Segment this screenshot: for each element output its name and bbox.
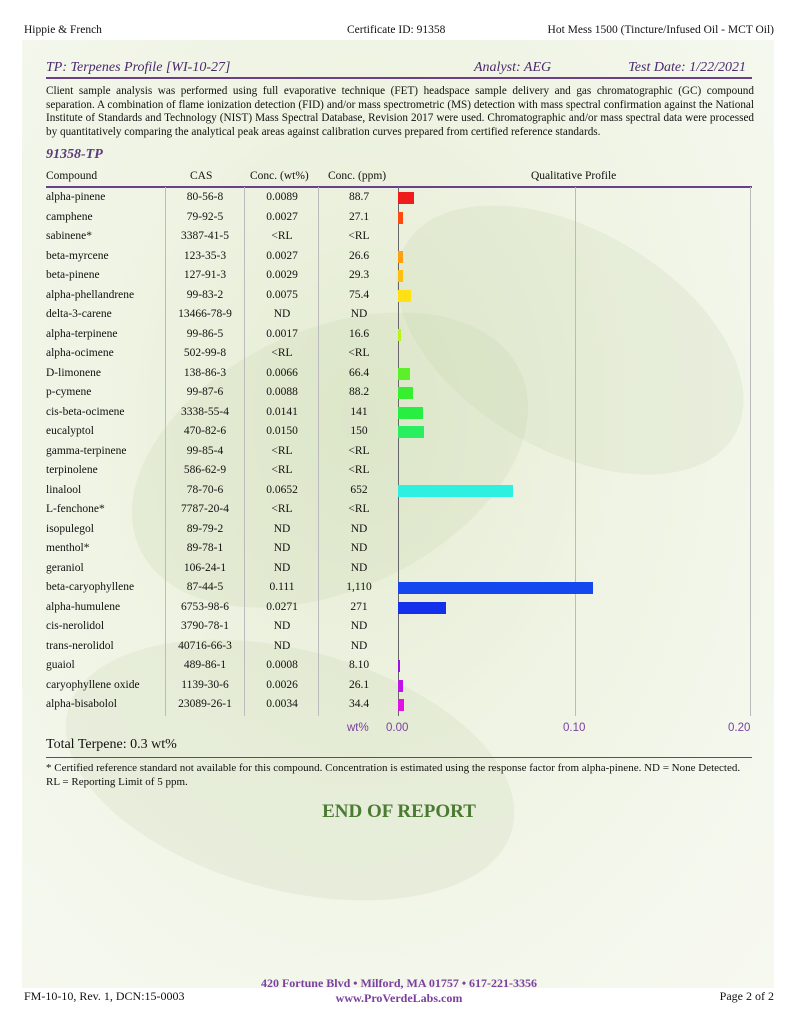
compound-cell: alpha-pinene	[46, 191, 106, 203]
compound-cell: sabinene*	[46, 230, 92, 242]
table-row	[46, 539, 398, 559]
compound-cell: terpinolene	[46, 464, 98, 476]
ppm-cell: 27.1	[348, 210, 370, 223]
cas-cell: 80-56-8	[186, 191, 224, 203]
compound-cell: alpha-humulene	[46, 600, 121, 613]
cas-cell: 3387-41-5	[181, 230, 229, 242]
compound-cell: menthol*	[46, 542, 90, 554]
ppm-cell: ND	[350, 620, 368, 632]
wt-cell: 0.0089	[266, 191, 298, 203]
profile-bar	[398, 212, 403, 224]
profile-bar	[398, 426, 424, 438]
ppm-cell: 88.7	[348, 191, 370, 203]
sample-id: 91358-TP	[46, 147, 103, 162]
table-row	[46, 656, 398, 676]
ppm-cell: <RL	[348, 444, 370, 457]
cas-cell: 99-83-2	[186, 288, 224, 301]
wt-cell: ND	[273, 308, 291, 320]
cas-cell: 6753-98-6	[181, 600, 229, 613]
chart-gridline	[750, 187, 751, 716]
table-row	[46, 422, 398, 442]
lab-website[interactable]: www.ProVerdeLabs.com	[335, 991, 463, 1005]
ppm-cell: 1,110	[346, 581, 372, 593]
profile-bar	[398, 582, 593, 594]
wt-cell: ND	[273, 561, 291, 574]
profile-bar	[398, 290, 411, 302]
cas-cell: 138-86-3	[183, 366, 227, 379]
compound-cell: alpha-bisabolol	[46, 698, 117, 710]
compound-cell: p-cymene	[46, 386, 92, 398]
table-row	[46, 481, 398, 501]
profile-bar	[398, 699, 404, 711]
analyst: Analyst: AEG	[474, 60, 552, 75]
cas-cell: 123-35-3	[183, 249, 227, 262]
profile-bar	[398, 660, 400, 672]
compound-cell: L-fenchone*	[46, 503, 105, 515]
header-ppm: Conc. (ppm)	[328, 170, 387, 182]
ppm-cell: 271	[350, 600, 368, 613]
table-row	[46, 500, 398, 520]
compound-cell: alpha-ocimene	[46, 347, 114, 359]
table-row	[46, 227, 398, 247]
cas-cell: 99-86-5	[186, 327, 224, 340]
cas-cell: 99-85-4	[186, 444, 224, 457]
compound-cell: alpha-phellandrene	[46, 288, 135, 301]
ppm-cell: <RL	[348, 347, 370, 359]
cas-cell: 3790-78-1	[181, 620, 229, 632]
profile-bar	[398, 602, 446, 614]
table-row	[46, 695, 398, 715]
wt-cell: <RL	[271, 347, 293, 359]
compound-cell: eucalyptol	[46, 425, 94, 437]
chart-xlabel: wt%	[347, 722, 369, 734]
wt-cell: ND	[273, 620, 291, 632]
table-row	[46, 598, 398, 618]
wt-cell: <RL	[271, 464, 293, 476]
ppm-cell: ND	[350, 542, 368, 554]
header-wt: Conc. (wt%)	[250, 170, 309, 182]
ppm-cell: 141	[350, 405, 368, 418]
ppm-cell: 26.1	[348, 678, 370, 691]
compound-cell: caryophyllene oxide	[46, 678, 140, 691]
ppm-cell: ND	[350, 522, 368, 535]
cas-cell: 99-87-6	[186, 386, 224, 398]
profile-bar	[398, 329, 401, 341]
compound-cell: trans-nerolidol	[46, 639, 114, 652]
wt-cell: ND	[273, 522, 291, 535]
wt-cell: <RL	[271, 503, 293, 515]
page-number: Page 2 of 2	[719, 989, 774, 1003]
compound-cell: geraniol	[46, 561, 84, 574]
ppm-cell: 75.4	[348, 288, 370, 301]
footnote: * Certified reference standard not available for this compound. Concentration is estimated using the response factor from alpha-pinene. ND = None Detected. RL = Reporting Limit of 5 ppm.	[46, 762, 741, 788]
ppm-cell: 652	[350, 483, 368, 496]
table-row	[46, 442, 398, 462]
table-row	[46, 578, 398, 598]
compound-cell: cis-beta-ocimene	[46, 405, 125, 418]
cas-cell: 78-70-6	[186, 483, 224, 496]
cas-cell: 586-62-9	[183, 464, 227, 476]
wt-cell: 0.0008	[266, 659, 298, 671]
wt-cell: 0.0066	[266, 366, 298, 379]
profile-bar	[398, 387, 413, 399]
wt-cell: 0.0034	[266, 698, 298, 710]
cas-cell: 3338-55-4	[181, 405, 229, 418]
wt-cell: 0.0026	[266, 678, 298, 691]
cas-cell: 7787-20-4	[181, 503, 229, 515]
test-date: Test Date: 1/22/2021	[628, 60, 746, 75]
cas-cell: 89-78-1	[186, 542, 224, 554]
ppm-cell: 16.6	[348, 327, 370, 340]
end-of-report: END OF REPORT	[322, 801, 476, 822]
certificate-id: Certificate ID: 91358	[347, 24, 446, 36]
compound-cell: linalool	[46, 483, 82, 496]
cas-cell: 470-82-6	[183, 425, 227, 437]
profile-bar	[398, 270, 403, 282]
ppm-cell: 29.3	[348, 269, 370, 281]
table-row	[46, 305, 398, 325]
product-name: Hot Mess 1500 (Tincture/Infused Oil - MCT Oil)	[547, 24, 774, 36]
header-profile: Qualitative Profile	[531, 170, 617, 182]
table-row	[46, 325, 398, 345]
table-row	[46, 461, 398, 481]
compound-cell: camphene	[46, 210, 93, 223]
ppm-cell: ND	[350, 639, 368, 652]
profile-bar	[398, 680, 403, 692]
cas-cell: 106-24-1	[183, 561, 227, 574]
table-row	[46, 364, 398, 384]
compound-cell: delta-3-carene	[46, 308, 112, 320]
ppm-cell: 66.4	[348, 366, 370, 379]
method-description: Client sample analysis was performed using full evaporative technique (FET) headspace sample delivery and gas chromatographic (GC) compound separation. A combination of flame ionization detection (FID) and/or mass spectrometric (MS) detection with mass spectral confirmation against the National Institute of Standards and Technology (NIST) Mass Spectral Database, Revision 2017 were used. Chromatographic and/or mass spectral data were processed by quantitatively comparing the analytical peak areas against calibration curves prepared from certified reference standards.	[46, 85, 754, 138]
chart-gridline	[575, 187, 576, 716]
ppm-cell: 150	[350, 425, 368, 437]
x-tick-label: 0.10	[563, 722, 586, 734]
compound-cell: guaiol	[46, 659, 75, 671]
compound-cell: beta-caryophyllene	[46, 581, 135, 593]
compound-cell: gamma-terpinene	[46, 444, 127, 457]
table-row	[46, 247, 398, 267]
cas-cell: 23089-26-1	[178, 698, 232, 710]
wt-cell: 0.0027	[266, 210, 298, 223]
wt-cell: 0.0271	[266, 600, 298, 613]
footnote-rule	[46, 757, 752, 758]
table-row	[46, 188, 398, 208]
wt-cell: 0.111	[269, 581, 295, 593]
wt-cell: 0.0029	[266, 269, 298, 281]
profile-bar	[398, 407, 423, 419]
wt-cell: 0.0150	[266, 425, 298, 437]
header-compound: Compound	[46, 170, 98, 182]
table-row	[46, 208, 398, 228]
table-row	[46, 520, 398, 540]
ppm-cell: 8.10	[348, 659, 370, 671]
form-id: FM-10-10, Rev. 1, DCN:15-0003	[24, 989, 185, 1003]
wt-cell: <RL	[271, 230, 293, 242]
x-tick-label: 0.00	[386, 722, 409, 734]
wt-cell: 0.0075	[266, 288, 298, 301]
wt-cell: ND	[273, 639, 291, 652]
table-row	[46, 286, 398, 306]
table-row	[46, 383, 398, 403]
client-name: Hippie & French	[24, 24, 102, 36]
wt-cell: 0.0141	[266, 405, 298, 418]
compound-cell: isopulegol	[46, 522, 94, 535]
header-cas: CAS	[190, 170, 213, 182]
profile-bar	[398, 192, 414, 204]
wt-cell: ND	[273, 542, 291, 554]
ppm-cell: <RL	[348, 230, 370, 242]
compound-cell: alpha-terpinene	[46, 327, 118, 340]
ppm-cell: ND	[350, 561, 368, 574]
table-row	[46, 344, 398, 364]
table-row	[46, 617, 398, 637]
compound-cell: cis-nerolidol	[46, 620, 105, 632]
cas-cell: 489-86-1	[183, 659, 227, 671]
cas-cell: 13466-78-9	[178, 308, 232, 320]
section-title: TP: Terpenes Profile [WI-10-27]	[46, 60, 231, 75]
ppm-cell: 26.6	[348, 249, 370, 262]
lab-address: 420 Fortune Blvd • Milford, MA 01757 • 617-221-3356	[260, 976, 538, 990]
cas-cell: 502-99-8	[183, 347, 227, 359]
cas-cell: 1139-30-6	[181, 678, 229, 691]
cas-cell: 89-79-2	[186, 522, 224, 535]
profile-bar	[398, 485, 513, 497]
ppm-cell: 34.4	[348, 698, 370, 710]
wt-cell: 0.0017	[266, 327, 298, 340]
cas-cell: 87-44-5	[186, 581, 224, 593]
compound-cell: D-limonene	[46, 366, 101, 379]
profile-bar	[398, 251, 403, 263]
total-terpene: Total Terpene: 0.3 wt%	[46, 737, 177, 752]
table-row	[46, 559, 398, 579]
cas-cell: 79-92-5	[186, 210, 224, 223]
wt-cell: <RL	[271, 444, 293, 457]
ppm-cell: ND	[350, 308, 368, 320]
compound-cell: beta-pinene	[46, 269, 100, 281]
ppm-cell: <RL	[348, 464, 370, 476]
wt-cell: 0.0088	[266, 386, 298, 398]
x-tick-label: 0.20	[728, 722, 751, 734]
table-row	[46, 676, 398, 696]
wt-cell: 0.0027	[266, 249, 298, 262]
ppm-cell: <RL	[348, 503, 370, 515]
cas-cell: 127-91-3	[183, 269, 227, 281]
table-row	[46, 637, 398, 657]
compound-cell: beta-myrcene	[46, 249, 109, 262]
table-row	[46, 403, 398, 423]
table-row	[46, 266, 398, 286]
ppm-cell: 88.2	[348, 386, 370, 398]
section-title-bar	[46, 60, 752, 79]
wt-cell: 0.0652	[266, 483, 298, 496]
cas-cell: 40716-66-3	[178, 639, 232, 652]
profile-bar	[398, 368, 410, 380]
